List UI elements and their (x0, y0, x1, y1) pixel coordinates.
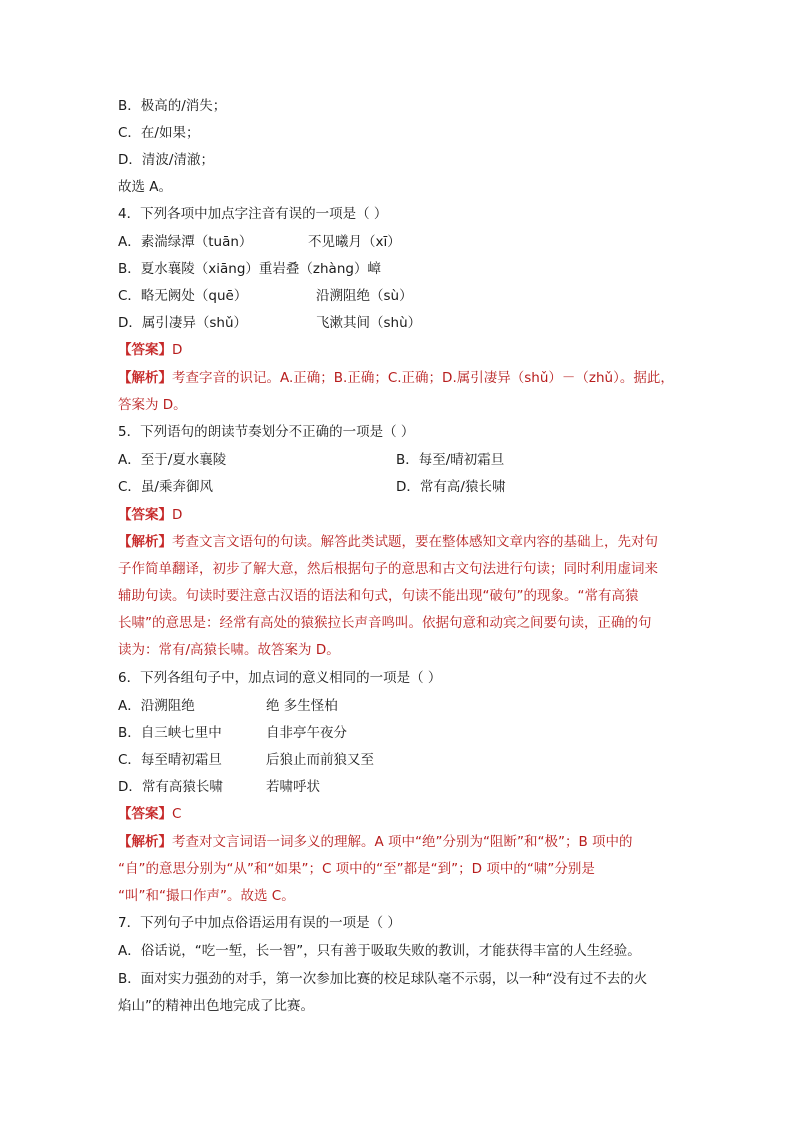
answer-value: D (172, 507, 183, 523)
q4-analysis-line2: 答案为 D。 (118, 397, 187, 413)
q6-option-c-part2: 后狼止而前狼又至 (266, 752, 374, 768)
q6-analysis-line1 (118, 833, 678, 851)
q4-option-c (118, 287, 678, 305)
analysis-quote: “常有高猿 (577, 588, 639, 604)
q6-answer (118, 805, 678, 823)
q7-option-a: A．俗话说，“吃一堑，长一智”，只有善于吸取失败的教训，才能获得丰富的人生经验。 (118, 943, 641, 959)
q4-option-b: B．夏水襄陵（xiāng）重岩叠（zhàng）嶂 (118, 261, 381, 277)
q5-analysis-line4 (118, 614, 678, 632)
q5-analysis-line5: 读为：常有/高猿长啸。故答案为 D。 (118, 642, 340, 658)
analysis-text: 辅助句读。句读时要注意古汉语的语法和句式，句读不能出现“破句”的现象。 (118, 588, 578, 604)
q4-stem: 4．下列各项中加点字注音有误的一项是（ ） (118, 206, 388, 222)
q5-option-c: C．虽/乘奔御风 (118, 479, 213, 495)
q7-option-b-line2: 焰山”的精神出色地完成了比赛。 (118, 998, 314, 1014)
q5-analysis-line3 (118, 587, 678, 605)
q4-option-a-part1: A．素湍绿潭（tuān） (118, 234, 253, 250)
q7-stem: 7．下列句子中加点俗语运用有误的一项是（ ） (118, 915, 401, 931)
q6-option-b-part1: B．自三峡七里中 (118, 725, 222, 741)
q5-options-ab (118, 451, 678, 469)
q6-option-a-part2: 绝 多生怪柏 (266, 698, 338, 714)
analysis-text: 考查对文言词语一词多义的理解。A 项中“绝”分别为“阻断”和“极”；B 项中的 (172, 834, 633, 850)
analysis-text: 考查字音的识记。A.正确；B.正确；C.正确；D.属引凄异（shǔ）－（zhǔ）。据此， (172, 370, 674, 386)
analysis-text: 考查文言文语句的句读。解答此类试题，要在整体感知文章内容的基础上，先对句 (172, 534, 658, 550)
q5-option-d: D．常有高/猿长啸 (396, 479, 506, 495)
q5-option-a: A．至于/夏水襄陵 (118, 452, 227, 468)
q6-option-a-part1: A．沿溯阻绝 (118, 698, 195, 714)
q6-analysis-line2: “自”的意思分别为“从”和“如果”；C 项中的“至”都是“到”；D 项中的“啸”分别是 (118, 861, 595, 877)
q6-option-b (118, 724, 678, 742)
q6-option-d-part2: 若啸呼状 (266, 779, 320, 795)
q5-analysis-line2: 子作简单翻译，初步了解大意，然后根据句子的意思和古文句法进行句读；同时利用虚词来 (118, 561, 658, 577)
q6-option-d-part1: D．常有高猿长啸 (118, 779, 223, 795)
q4-option-a-part2: 不见曦月（xī） (308, 234, 401, 250)
q5-answer (118, 506, 678, 524)
q5-stem: 5．下列语句的朗读节奏划分不正确的一项是（ ） (118, 424, 415, 440)
q5-options-cd (118, 478, 678, 496)
analysis-tag: 【解析】 (118, 534, 172, 550)
option-d: D．清波/清澈； (118, 152, 214, 168)
q6-option-b-part2: 自非亭午夜分 (266, 725, 347, 741)
answer-tag: 【答案】 (118, 342, 172, 358)
answer-value: C (172, 806, 182, 822)
q5-option-b: B．每至/晴初霜旦 (396, 452, 505, 468)
q6-option-d (118, 778, 678, 796)
q4-option-d (118, 314, 678, 332)
q6-option-a (118, 697, 678, 715)
q6-option-c (118, 751, 678, 769)
answer-value: D (172, 342, 183, 358)
q4-analysis-line1 (118, 369, 678, 387)
q6-analysis-line3: “叫”和“撮口作声”。故选 C。 (118, 888, 295, 904)
q7-option-b-line1: B．面对实力强劲的对手，第一次参加比赛的校足球队毫不示弱，以一种“没有过不去的火 (118, 971, 648, 987)
analysis-tag: 【解析】 (118, 370, 172, 386)
answer-tag: 【答案】 (118, 507, 172, 523)
q6-option-c-part1: C．每至晴初霜旦 (118, 752, 222, 768)
q4-option-d-part1: D．属引凄异（shǔ） (118, 315, 248, 331)
q4-option-d-part2: 飞漱其间（shù） (316, 315, 422, 331)
option-c: C．在/如果； (118, 125, 200, 141)
q4-option-c-part2: 沿溯阻绝（sù） (316, 288, 413, 304)
answer-tag: 【答案】 (118, 806, 172, 822)
analysis-quote: 长啸” (118, 615, 152, 631)
q6-stem: 6．下列各组句子中，加点词的意义相同的一项是（ ） (118, 670, 442, 686)
analysis-tag: 【解析】 (118, 834, 172, 850)
conclusion: 故选 A。 (118, 179, 173, 195)
q4-answer (118, 341, 678, 359)
q4-option-c-part1: C．略无阙处（quē） (118, 288, 248, 304)
analysis-text: 的意思是：经常有高处的猿猴拉长声音鸣叫。依据句意和动宾之间要句读，正确的句 (152, 615, 652, 631)
q4-option-a (118, 233, 678, 251)
option-b: B．极高的/消失； (118, 98, 227, 114)
q5-analysis-line1 (118, 533, 678, 551)
